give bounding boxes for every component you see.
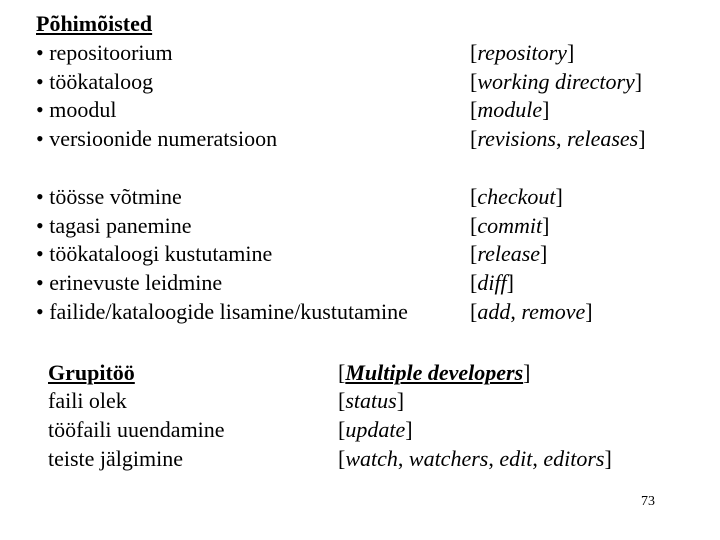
term-en-word: module (477, 97, 543, 122)
term-en-word: watchers (408, 446, 489, 471)
term-et: • versioonide numeratsioon (36, 126, 278, 151)
term-et: • failide/kataloogide lisamine/kustutamine (36, 299, 408, 324)
term-en: [diff] (470, 270, 514, 295)
term-en-word: remove (521, 299, 586, 324)
term-en-word: status (345, 388, 397, 413)
group-item-et: teiste jälgimine (48, 446, 184, 471)
group-item-en: [watch, watchers, edit, editors] (338, 446, 612, 471)
group-item-en: [update] (338, 417, 413, 442)
term-en: [module] (470, 97, 550, 122)
term-en-word: edit (499, 446, 533, 471)
term-en-word: diff (477, 270, 507, 295)
term-et: • repositoorium (36, 40, 173, 65)
term-en-word: update (345, 417, 406, 442)
term-en-word: editors (543, 446, 605, 471)
term-en-word: checkout (477, 184, 556, 209)
term-et: • töökataloog (36, 69, 154, 94)
section-title: Põhimõisted (36, 11, 153, 36)
term-en-word: add (477, 299, 511, 324)
term-et: • tagasi panemine (36, 213, 192, 238)
page-number: 73 (641, 494, 655, 509)
term-en: [add, remove] (470, 299, 593, 324)
term-en: [repository] (470, 40, 575, 65)
group-title-en-word: Multiple developers (345, 360, 524, 385)
term-en-word: watch (345, 446, 398, 471)
term-et: • moodul (36, 97, 117, 122)
term-en-word: release (477, 241, 541, 266)
group-title: Grupitöö (48, 360, 135, 385)
term-en-word: revisions (477, 126, 556, 151)
term-en-word: releases (566, 126, 639, 151)
term-et: • töökataloogi kustutamine (36, 241, 273, 266)
group-item-en: [status] (338, 388, 405, 413)
group-item-et: faili olek (48, 388, 127, 413)
term-et: • erinevuste leidmine (36, 270, 223, 295)
term-en: [working directory] (470, 69, 643, 94)
term-en-word: working directory (477, 69, 635, 94)
term-en: [revisions, releases] (470, 126, 646, 151)
group-title-en: [Multiple developers] (338, 360, 531, 385)
term-en: [commit] (470, 213, 550, 238)
term-en-word: commit (477, 213, 543, 238)
term-et: • töösse võtmine (36, 184, 182, 209)
term-en-word: repository (477, 40, 567, 65)
group-item-et: tööfaili uuendamine (48, 417, 225, 442)
term-en: [checkout] (470, 184, 563, 209)
term-en: [release] (470, 241, 548, 266)
